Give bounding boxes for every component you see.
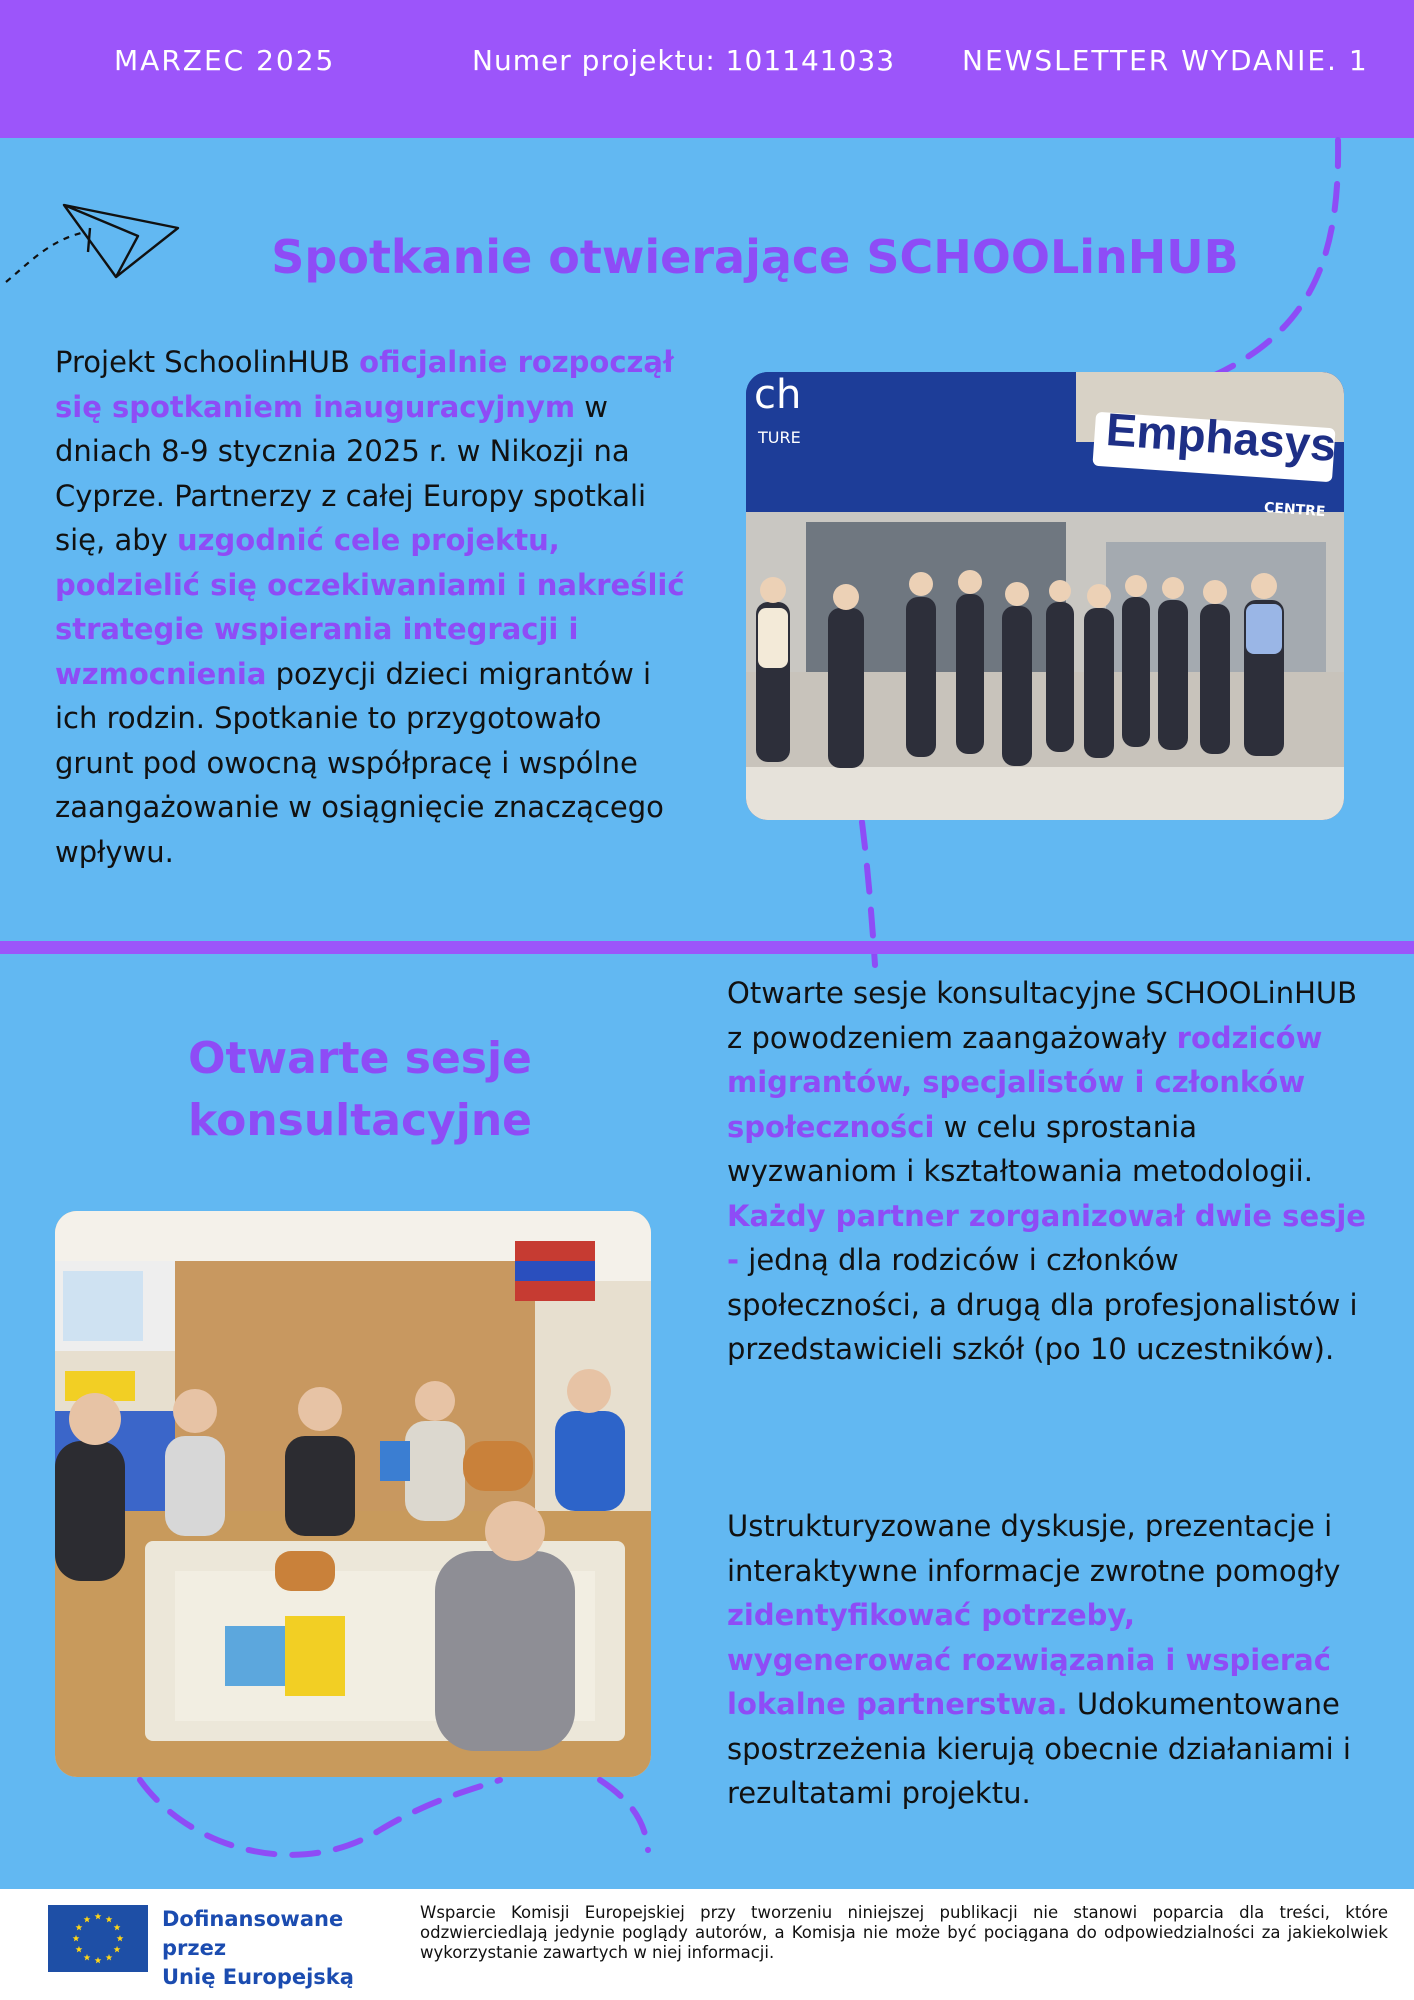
opening-meeting-paragraph	[55, 340, 685, 874]
paper-plane-icon	[64, 205, 178, 277]
photo-group-emphasys-centre	[746, 372, 1344, 820]
sign-main-text: Emphasys	[1104, 403, 1338, 471]
body-text-segment: Otwarte sesje konsultacyjne SCHOOLinHUB z powodzeniem zaangażowały	[727, 976, 1358, 1055]
eu-funding-line-1: Dofinansowane przez	[162, 1907, 344, 1960]
section-title-opening-meeting: Spotkanie otwierające SCHOOLinHUB	[271, 230, 1239, 284]
eu-flag-icon	[48, 1905, 148, 1972]
project-number: Numer projektu: 101141033	[472, 44, 896, 77]
issue-date: MARZEC 2025	[114, 44, 336, 77]
eu-disclaimer: Wsparcie Komisji Europejskiej przy tworzeniu niniejszej publikacji nie stanowi poparcia dla treści, które odzwierciedlają jedynie poglądy autorów, a Komisja nie może być pociągana do odpowiedzialności za jakiekolwiek wykorzystanie zawartych w niej informacji.	[420, 1903, 1388, 1962]
section-divider	[0, 941, 1414, 954]
highlighted-text: zidentyfikować potrzeby, wygenerować rozwiązania i wspierać lokalne partnerstwa.	[727, 1598, 1331, 1721]
photo-consultation-session	[55, 1211, 651, 1777]
section-title-open-sessions: Otwarte sesje konsultacyjne	[188, 1033, 532, 1146]
open-sessions-paragraph-2	[727, 1504, 1367, 1816]
body-text-segment: Udokumentowane spostrzeżenia kierują obecnie działaniami i rezultatami projektu.	[727, 1687, 1351, 1810]
header-bar	[0, 0, 1414, 138]
sign-left-subtext: TURE	[758, 428, 801, 447]
highlighted-text: Każdy partner zorganizował dwie sesje -	[727, 1198, 1366, 1277]
eu-funding-label	[162, 1905, 412, 1992]
footer	[0, 1889, 1414, 2000]
body-text-segment: pozycji dzieci migrantów i ich rodzin. Spotkanie to przygotowało grunt pod owocną współpracę i wspólne zaangażowanie w osiągnięcie znaczącego wpływu.	[55, 656, 664, 869]
highlighted-text: oficjalnie rozpoczął się spotkaniem inauguracyjnym	[55, 345, 674, 424]
eu-funding-line-2: Unię Europejską	[162, 1965, 354, 1989]
body-text-segment: Ustrukturyzowane dyskusje, prezentacje i interaktywne informacje zwrotne pomogły	[727, 1509, 1341, 1588]
newsletter-issue: NEWSLETTER WYDANIE. 1	[962, 44, 1369, 77]
body-text-segment: Projekt SchoolinHUB	[55, 345, 360, 379]
body-text-segment: w dniach 8-9 stycznia 2025 r. w Nikozji na Cyprze. Partnerzy z całej Europy spotkali się, aby	[55, 389, 647, 557]
highlighted-text: uzgodnić cele projektu, podzielić się oczekiwaniami i nakreślić strategie wspierania integracji i wzmocnienia	[55, 523, 685, 691]
body-text-segment: jedną dla rodziców i członków społeczności, a drugą dla profesjonalistów i przedstawicieli szkół (po 10 uczestników).	[727, 1243, 1358, 1366]
highlighted-text: rodziców migrantów, specjalistów i członków społeczności	[727, 1020, 1323, 1144]
sign-left-text: ch	[754, 372, 802, 418]
open-sessions-paragraph-1	[727, 971, 1367, 1372]
body-text-segment: w celu sprostania wyzwaniom i kształtowania metodologii.	[727, 1109, 1313, 1188]
sign-sub-text: CENTRE	[1263, 499, 1326, 521]
